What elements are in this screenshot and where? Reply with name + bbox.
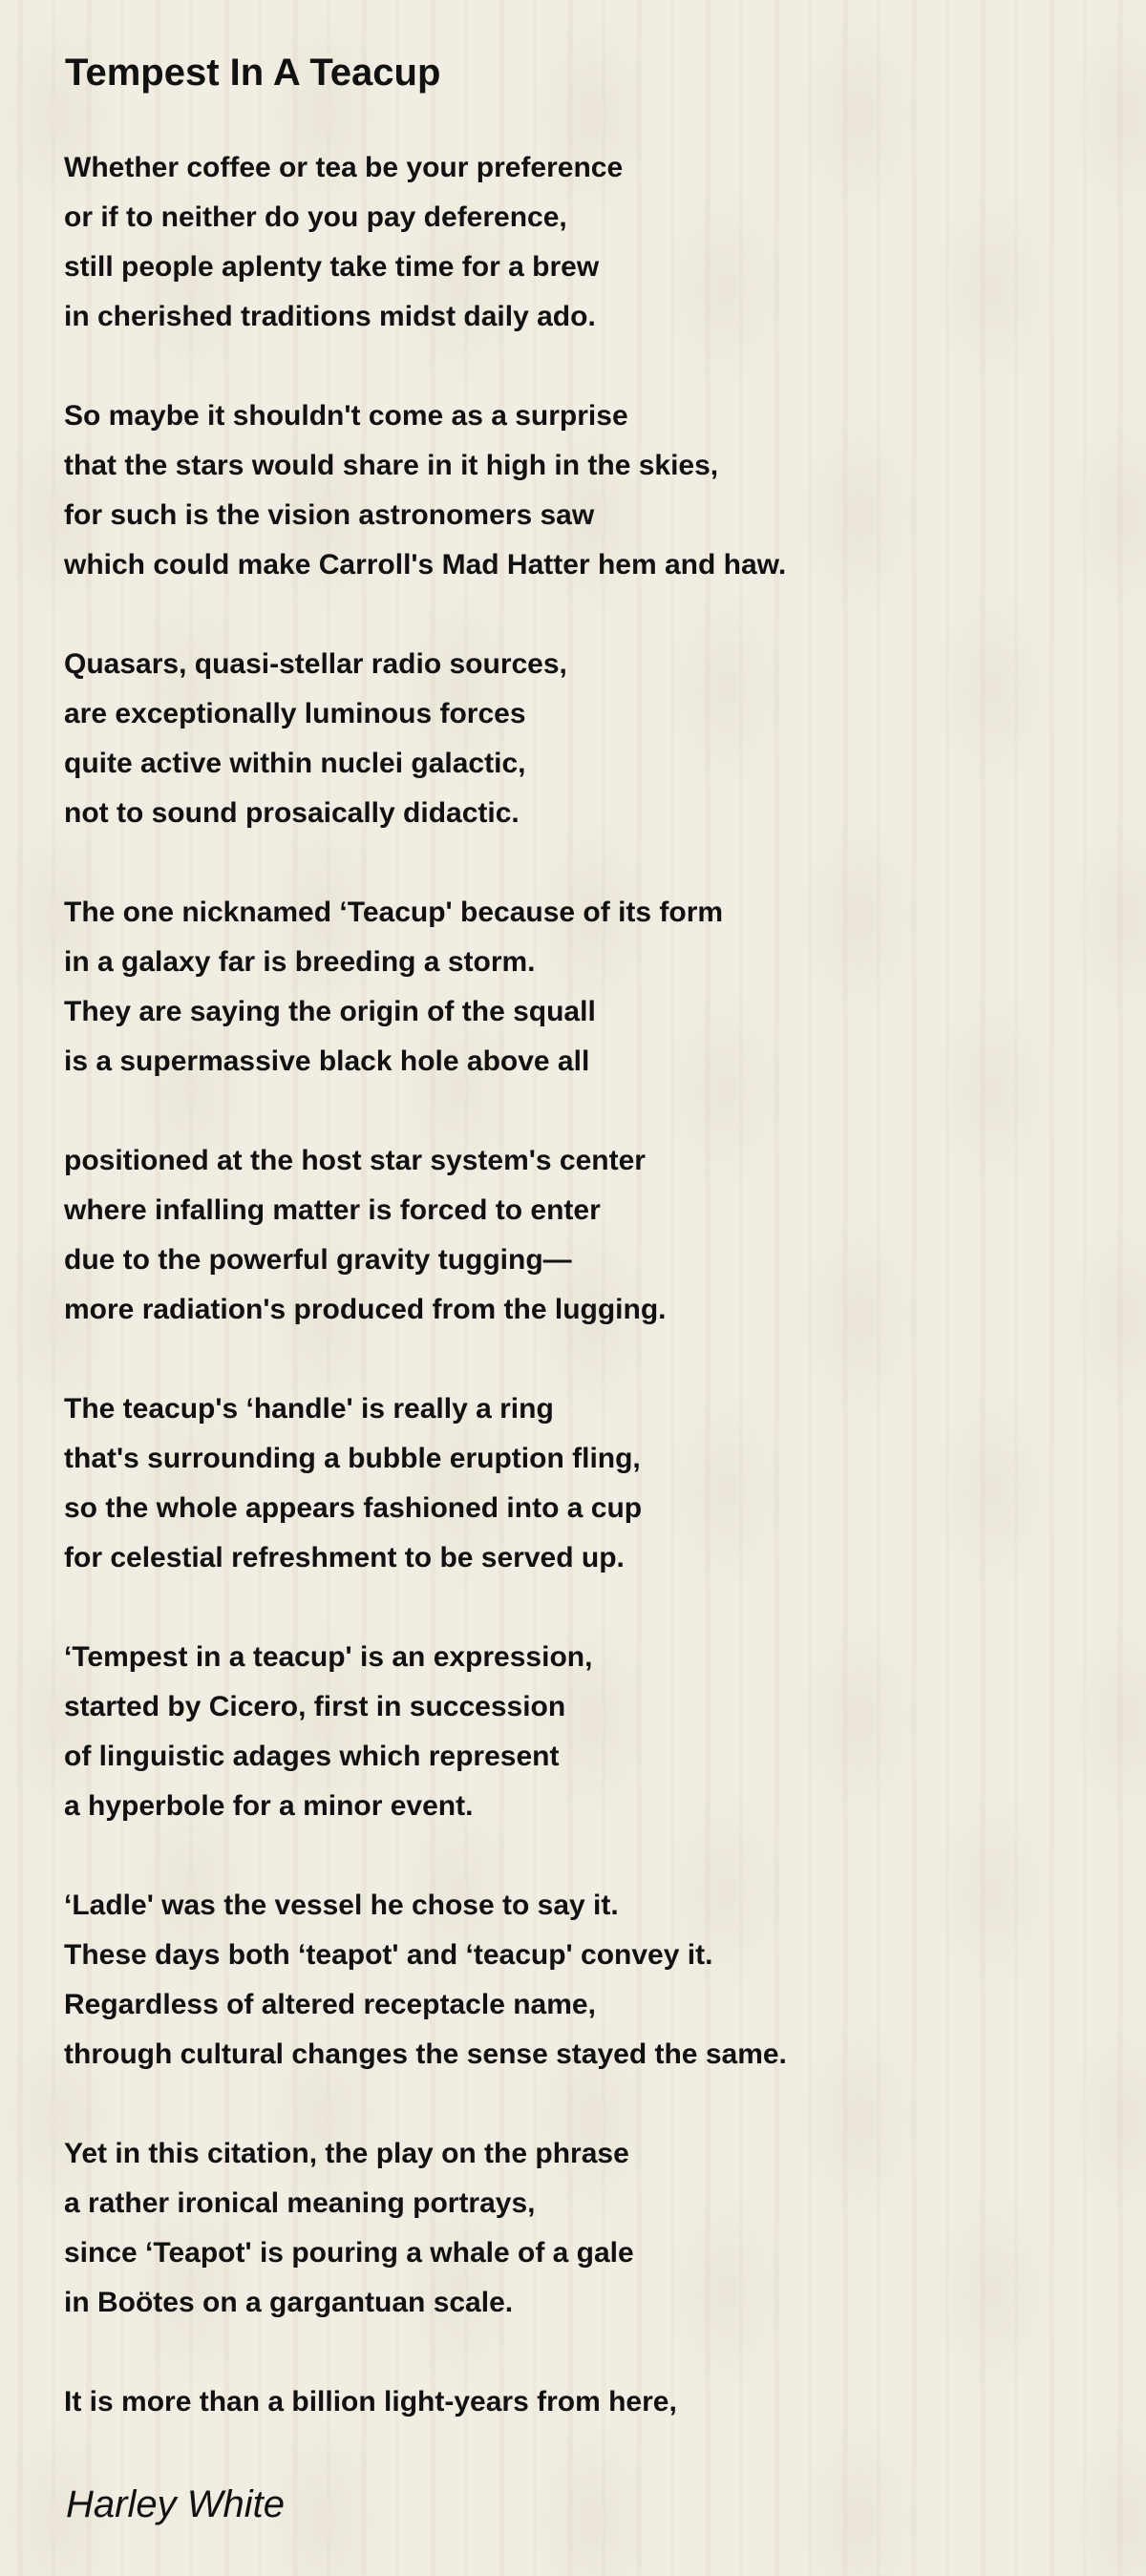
- poem-line: Regardless of altered receptacle name,: [64, 1989, 596, 2020]
- poem-line: not to sound prosaically didactic.: [64, 797, 520, 829]
- poem-line: or if to neither do you pay deference,: [64, 201, 567, 233]
- poem-line: of linguistic adages which represent: [64, 1741, 560, 1772]
- poem-line: which could make Carroll's Mad Hatter hem and haw.: [64, 549, 787, 581]
- poem-line: for celestial refreshment to be served up.: [64, 1542, 625, 1573]
- poem-line: quite active within nuclei galactic,: [64, 748, 526, 779]
- stanza: [64, 888, 1095, 1087]
- stanza: [64, 2129, 1095, 2328]
- poem-line: ‘Ladle' was the vessel he chose to say it.: [64, 1890, 619, 1921]
- poem-line: The one nicknamed ‘Teacup' because of its form: [64, 897, 724, 928]
- poem-line: It is more than a billion light-years from here,: [64, 2386, 677, 2418]
- stanza: [64, 1881, 1095, 2080]
- poem-line: a hyperbole for a minor event.: [64, 1790, 474, 1822]
- poem-line: They are saying the origin of the squall: [64, 996, 596, 1027]
- poem-line: that the stars would share in it high in the skies,: [64, 450, 719, 481]
- stanza: [64, 640, 1095, 838]
- poem-line: more radiation's produced from the lugging.: [64, 1294, 667, 1325]
- poem-line: in Boötes on a gargantuan scale.: [64, 2287, 514, 2318]
- stanza: [64, 1136, 1095, 1335]
- stanza: [64, 143, 1095, 342]
- poem-line: where infalling matter is forced to enter: [64, 1194, 601, 1226]
- poem-author: Harley White: [66, 2483, 285, 2525]
- poem-line: are exceptionally luminous forces: [64, 698, 526, 729]
- poem-title: Tempest In A Teacup: [65, 52, 441, 94]
- stanza: [64, 391, 1095, 590]
- poem-line: Whether coffee or tea be your preference: [64, 152, 624, 183]
- stanza: [64, 2377, 1095, 2427]
- poem-line: Quasars, quasi-stellar radio sources,: [64, 648, 567, 680]
- poem-line: a rather ironical meaning portrays,: [64, 2187, 536, 2219]
- poem-line: So maybe it shouldn't come as a surprise: [64, 400, 628, 432]
- poem-line: still people aplenty take time for a brew: [64, 251, 600, 283]
- poem-line: so the whole appears fashioned into a cup: [64, 1492, 643, 1524]
- poem-line: The teacup's ‘handle' is really a ring: [64, 1393, 554, 1425]
- poem-line: ‘Tempest in a teacup' is an expression,: [64, 1641, 593, 1673]
- poem-line: started by Cicero, first in succession: [64, 1691, 566, 1722]
- poem-line: through cultural changes the sense stayed the same.: [64, 2038, 787, 2070]
- poem-line: for such is the vision astronomers saw: [64, 499, 595, 531]
- poem-line: is a supermassive black hole above all: [64, 1045, 590, 1077]
- poem-line: that's surrounding a bubble eruption fling,: [64, 1443, 641, 1474]
- poem-line: These days both ‘teapot' and ‘teacup' convey it.: [64, 1939, 713, 1971]
- poem-line: due to the powerful gravity tugging—: [64, 1244, 572, 1276]
- poem-line: in a galaxy far is breeding a storm.: [64, 946, 536, 978]
- poem-body: [64, 143, 1095, 2477]
- poem-line: since ‘Teapot' is pouring a whale of a gale: [64, 2237, 634, 2269]
- stanza: [64, 1384, 1095, 1583]
- poem-line: in cherished traditions midst daily ado.: [64, 301, 596, 332]
- poem-line: positioned at the host star system's center: [64, 1145, 646, 1176]
- stanza: [64, 1633, 1095, 1831]
- poem-line: Yet in this citation, the play on the phrase: [64, 2138, 629, 2169]
